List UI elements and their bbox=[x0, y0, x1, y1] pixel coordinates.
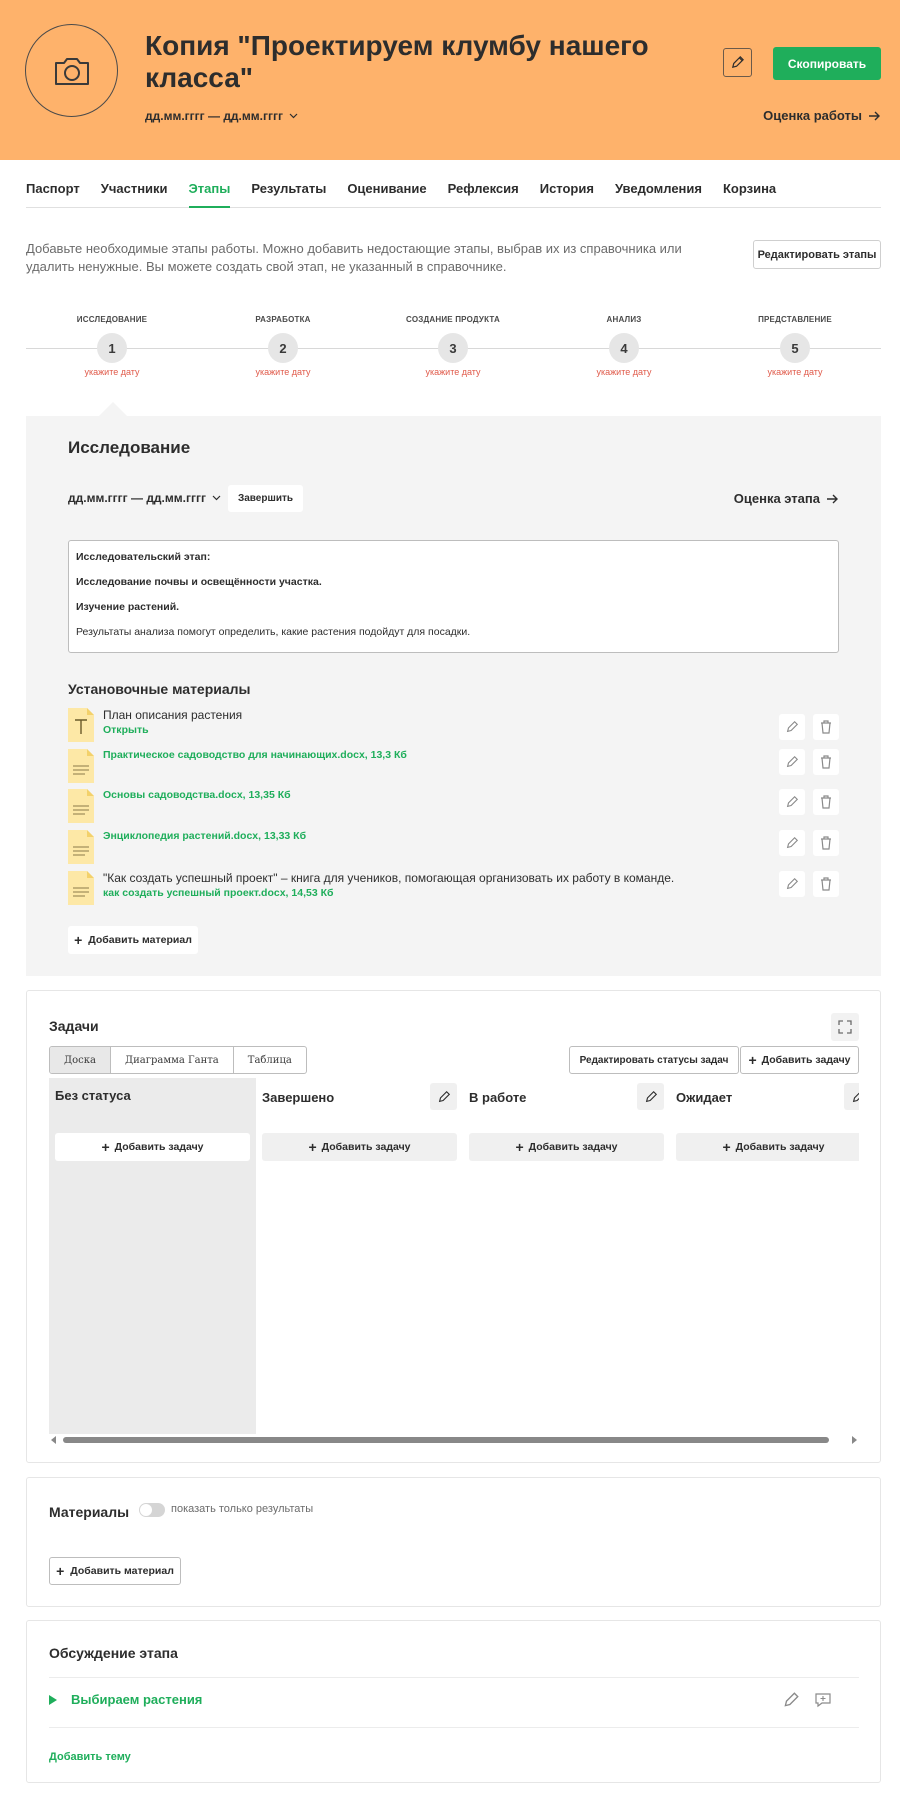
add-setup-material-button[interactable] bbox=[68, 926, 198, 954]
tasks-view-switch bbox=[49, 1046, 307, 1074]
column-add-task-button[interactable] bbox=[55, 1133, 250, 1161]
column-title: Завершено bbox=[262, 1090, 335, 1105]
arrow-right-icon bbox=[826, 494, 839, 504]
project-dates[interactable] bbox=[145, 109, 298, 123]
tab-results[interactable]: Результаты bbox=[251, 181, 327, 196]
stage-step-date: укажите дату bbox=[425, 367, 481, 377]
edit-column-button[interactable] bbox=[637, 1083, 664, 1110]
selected-stage-pointer bbox=[99, 402, 127, 416]
stages-timeline bbox=[26, 315, 881, 395]
edit-column-button[interactable] bbox=[430, 1083, 457, 1110]
delete-material-button[interactable] bbox=[813, 871, 839, 897]
column-add-task-label: Добавить задачу bbox=[114, 1141, 204, 1153]
trash-icon bbox=[820, 795, 832, 809]
pencil-icon bbox=[785, 755, 799, 769]
finish-stage-button[interactable]: Завершить bbox=[228, 485, 303, 512]
plus-icon: + bbox=[308, 1139, 317, 1155]
tab-trash[interactable]: Корзина bbox=[722, 181, 777, 196]
scrollbar-thumb[interactable] bbox=[63, 1437, 829, 1443]
view-board[interactable]: Доска bbox=[50, 1047, 111, 1073]
materials-title: Материалы bbox=[49, 1504, 130, 1520]
stage-step-number: 1 bbox=[97, 333, 127, 363]
fullscreen-button[interactable] bbox=[831, 1013, 859, 1041]
trash-icon bbox=[820, 755, 832, 769]
stage-step-number: 3 bbox=[438, 333, 468, 363]
board-column bbox=[463, 1078, 670, 1434]
material-file-link[interactable]: Основы садоводства.docx, 13,35 Кб bbox=[103, 789, 291, 801]
pencil-icon bbox=[785, 795, 799, 809]
edit-material-button[interactable] bbox=[779, 789, 805, 815]
plus-icon: + bbox=[56, 1563, 65, 1579]
doc-icon bbox=[68, 789, 94, 823]
material-item bbox=[68, 789, 839, 827]
tasks-title: Задачи bbox=[49, 1018, 99, 1034]
scroll-right-icon[interactable] bbox=[851, 1436, 857, 1444]
arrow-right-icon bbox=[868, 111, 881, 121]
column-add-task-button[interactable] bbox=[469, 1133, 664, 1161]
delete-material-button[interactable] bbox=[813, 749, 839, 775]
scroll-left-icon[interactable] bbox=[51, 1436, 57, 1444]
tab-notifications[interactable]: Уведомления bbox=[614, 181, 702, 196]
board-column bbox=[256, 1078, 463, 1434]
results-only-toggle[interactable] bbox=[139, 1503, 165, 1517]
delete-material-button[interactable] bbox=[813, 714, 839, 740]
column-add-task-label: Добавить задачу bbox=[735, 1141, 825, 1153]
setup-materials-title: Установочные материалы bbox=[68, 681, 251, 697]
material-file-link[interactable]: как создать успешный проект.docx, 14,53 Кб bbox=[103, 887, 334, 899]
text-doc-icon bbox=[68, 708, 94, 742]
view-table[interactable]: Таблица bbox=[247, 1054, 292, 1066]
project-dates-text: дд.мм.гггг — дд.мм.гггг bbox=[145, 109, 283, 123]
plus-icon: + bbox=[101, 1139, 110, 1155]
stage-step-2[interactable] bbox=[213, 315, 353, 377]
plus-icon: + bbox=[722, 1139, 731, 1155]
description-line: Изучение растений. bbox=[76, 601, 180, 613]
column-title: Ожидает bbox=[676, 1090, 733, 1105]
board-column bbox=[49, 1078, 256, 1434]
add-task-button[interactable] bbox=[740, 1046, 859, 1074]
edit-title-button[interactable] bbox=[723, 48, 752, 77]
project-header bbox=[0, 0, 900, 160]
chevron-down-icon bbox=[289, 113, 298, 119]
edit-material-button[interactable] bbox=[779, 749, 805, 775]
material-item bbox=[68, 830, 839, 868]
stage-step-3[interactable] bbox=[383, 315, 523, 377]
tab-participants[interactable]: Участники bbox=[100, 181, 168, 196]
fullscreen-icon bbox=[838, 1020, 852, 1034]
material-open-link[interactable]: Открыть bbox=[103, 724, 149, 736]
material-file-link[interactable]: Энциклопедия растений.docx, 13,33 Кб bbox=[103, 830, 307, 842]
pencil-icon bbox=[437, 1090, 451, 1104]
stage-title: Исследование bbox=[68, 438, 191, 457]
pencil-icon bbox=[785, 836, 799, 850]
edit-stages-button[interactable]: Редактировать этапы bbox=[753, 240, 881, 269]
camera-icon bbox=[52, 54, 92, 88]
edit-material-button[interactable] bbox=[779, 871, 805, 897]
plus-icon: + bbox=[748, 1052, 757, 1068]
chevron-down-icon bbox=[212, 495, 221, 501]
copy-button[interactable]: Скопировать bbox=[773, 47, 881, 80]
view-gantt[interactable]: Диаграмма Ганта bbox=[111, 1047, 234, 1073]
project-avatar[interactable] bbox=[25, 24, 118, 117]
material-title: "Как создать успешный проект" – книга для учеников, помогающая организовать их работу в команде. bbox=[103, 871, 675, 885]
tab-passport[interactable]: Паспорт bbox=[26, 181, 80, 196]
tab-reflection[interactable]: Рефлексия bbox=[447, 181, 519, 196]
column-add-task-label: Добавить задачу bbox=[321, 1141, 411, 1153]
material-file-link[interactable]: Практическое садоводство для начинающих.docx, 13,3 Кб bbox=[103, 749, 407, 761]
column-title: В работе bbox=[469, 1090, 527, 1105]
plus-icon: + bbox=[74, 932, 83, 948]
column-title: Без статуса bbox=[55, 1088, 131, 1103]
column-add-task-label: Добавить задачу bbox=[528, 1141, 618, 1153]
description-line: Исследовательский этап: bbox=[76, 551, 211, 563]
stage-step-label: РАЗРАБОТКА bbox=[255, 315, 311, 324]
topic-title[interactable]: Выбираем растения bbox=[71, 1692, 203, 1707]
stage-details-panel bbox=[26, 416, 881, 976]
task-board bbox=[49, 1078, 859, 1434]
results-only-label: показать только результаты bbox=[171, 1503, 314, 1515]
edit-task-statuses-button[interactable]: Редактировать статусы задач bbox=[569, 1046, 739, 1074]
doc-icon bbox=[68, 830, 94, 864]
pencil-icon[interactable] bbox=[782, 1691, 800, 1709]
board-column bbox=[670, 1078, 859, 1434]
pencil-icon bbox=[851, 1090, 860, 1104]
add-material-label: Добавить материал bbox=[70, 1565, 174, 1577]
edit-material-button[interactable] bbox=[779, 830, 805, 856]
edit-material-button[interactable] bbox=[779, 714, 805, 740]
description-line: Исследование почвы и освещённости участка. bbox=[76, 576, 322, 588]
delete-material-button[interactable] bbox=[813, 830, 839, 856]
tab-assessment[interactable]: Оценивание bbox=[347, 181, 427, 196]
add-task-label: Добавить задачу bbox=[761, 1054, 851, 1066]
stage-step-date: укажите дату bbox=[767, 367, 823, 377]
tab-history[interactable]: История bbox=[539, 181, 594, 196]
stage-step-label: СОЗДАНИЕ ПРОДУКТА bbox=[406, 315, 500, 324]
pencil-icon bbox=[644, 1090, 658, 1104]
tasks-card bbox=[26, 990, 881, 1463]
stage-step-number: 5 bbox=[780, 333, 810, 363]
discussion-card bbox=[26, 1620, 881, 1783]
stage-evaluation-label: Оценка этапа bbox=[733, 491, 820, 506]
pencil-icon bbox=[785, 720, 799, 734]
stage-step-1[interactable] bbox=[42, 315, 182, 377]
stage-step-label: ПРЕДСТАВЛЕНИЕ bbox=[758, 315, 832, 324]
description-line: Результаты анализа помогут определить, какие растения подойдут для посадки. bbox=[76, 626, 471, 638]
material-item bbox=[68, 749, 839, 787]
tab-stages[interactable]: Этапы bbox=[189, 172, 231, 208]
pencil-icon bbox=[730, 55, 745, 70]
add-topic-link[interactable]: Добавить тему bbox=[49, 1751, 131, 1763]
project-tabs bbox=[26, 172, 881, 208]
materials-card bbox=[26, 1477, 881, 1607]
comment-icon[interactable] bbox=[814, 1691, 832, 1709]
doc-icon bbox=[68, 749, 94, 783]
project-title: Копия "Проектируем клумбу нашего класса" bbox=[145, 30, 649, 93]
column-add-task-button[interactable] bbox=[262, 1133, 457, 1161]
discussion-title: Обсуждение этапа bbox=[49, 1645, 178, 1661]
stages-intro-text: Добавьте необходимые этапы работы. Можно добавить недостающие этапы, выбрав их из справочника или удалить ненужные. Вы можете создать свой этап, не указанный в справочнике. bbox=[26, 241, 682, 274]
add-material-button[interactable] bbox=[49, 1557, 181, 1585]
stage-step-number: 4 bbox=[609, 333, 639, 363]
edit-column-button[interactable] bbox=[844, 1083, 859, 1110]
pencil-icon bbox=[785, 877, 799, 891]
trash-icon bbox=[820, 836, 832, 850]
stage-description bbox=[68, 540, 839, 653]
stage-dates[interactable] bbox=[68, 491, 221, 505]
delete-material-button[interactable] bbox=[813, 789, 839, 815]
work-evaluation-label: Оценка работы bbox=[763, 108, 862, 123]
material-item bbox=[68, 871, 839, 909]
discussion-topic[interactable] bbox=[49, 1691, 859, 1715]
material-item bbox=[68, 708, 839, 746]
trash-icon bbox=[820, 877, 832, 891]
add-material-label: Добавить материал bbox=[88, 934, 192, 946]
expand-arrow-icon[interactable] bbox=[49, 1695, 57, 1705]
stage-step-label: ИССЛЕДОВАНИЕ bbox=[76, 315, 148, 324]
column-add-task-button[interactable] bbox=[676, 1133, 859, 1161]
divider bbox=[49, 1727, 859, 1728]
stage-step-date: укажите дату bbox=[596, 367, 652, 377]
work-evaluation-link[interactable] bbox=[763, 108, 881, 123]
stage-step-5[interactable] bbox=[725, 315, 865, 377]
stage-step-number: 2 bbox=[268, 333, 298, 363]
stage-step-label: АНАЛИЗ bbox=[606, 315, 642, 324]
stage-step-date: укажите дату bbox=[84, 367, 140, 377]
stage-evaluation-link[interactable] bbox=[734, 491, 839, 506]
material-title: План описания растения bbox=[103, 708, 243, 722]
board-scrollbar[interactable] bbox=[49, 1434, 859, 1446]
stage-dates-text: дд.мм.гггг — дд.мм.гггг bbox=[68, 491, 206, 505]
stage-step-date: укажите дату bbox=[255, 367, 311, 377]
divider bbox=[49, 1677, 859, 1678]
toggle-knob bbox=[140, 1504, 152, 1516]
plus-icon: + bbox=[515, 1139, 524, 1155]
trash-icon bbox=[820, 720, 832, 734]
doc-icon bbox=[68, 871, 94, 905]
stage-step-4[interactable] bbox=[554, 315, 694, 377]
